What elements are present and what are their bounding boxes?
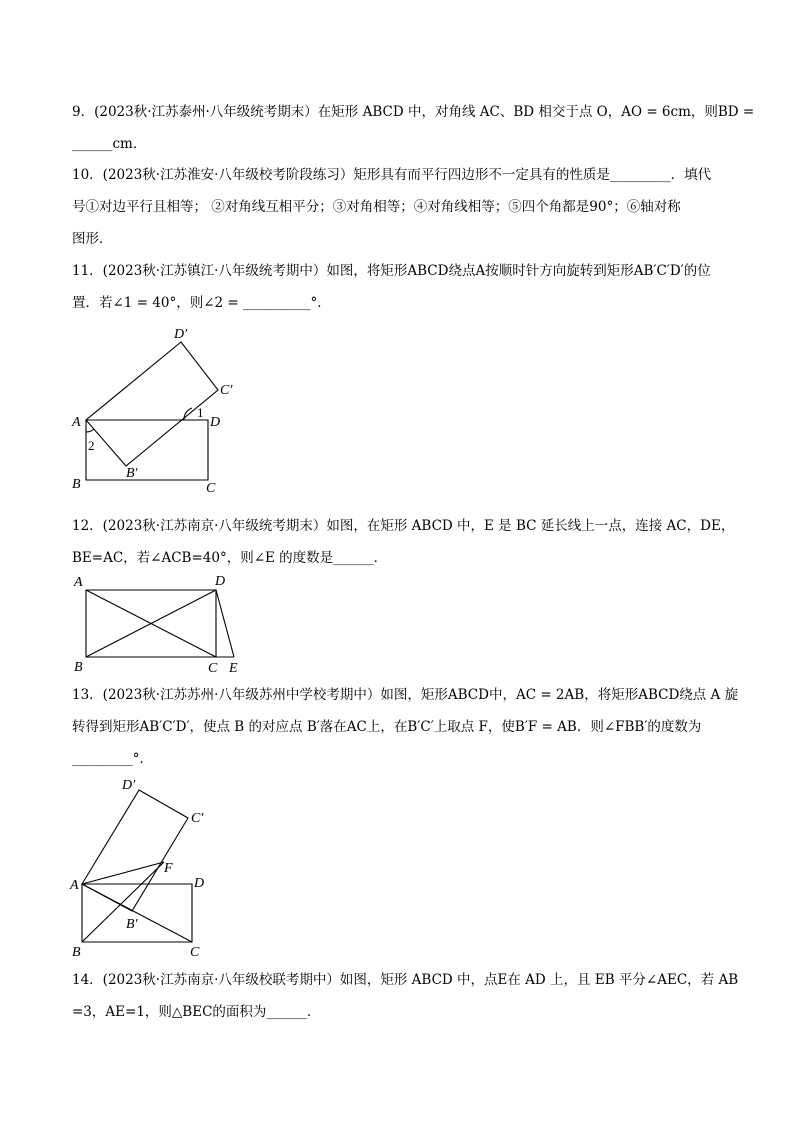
q13-segment-bf xyxy=(82,862,164,942)
q13-label-c: C xyxy=(190,945,200,960)
q11-label-angle-2: 2 xyxy=(88,438,95,453)
q11-label-b: B xyxy=(72,477,81,492)
q14-line-2: =3，AE=1，则△BEC的面积为______． xyxy=(72,1004,321,1020)
q9-line-1: 9．(2023秋·江苏泰州·八年级统考期末）在矩形 ABCD 中，对角线 AC、BD 相交于点 O，AO = 6cm，则BD = xyxy=(72,104,755,120)
q13-label-b: B xyxy=(72,945,81,960)
q12-figure xyxy=(60,568,250,678)
q11-label-cprime: C′ xyxy=(220,383,233,398)
q12-label-a: A xyxy=(74,575,83,590)
q13-rect-rotated xyxy=(82,790,188,911)
q12-label-b: B xyxy=(74,660,83,675)
q13-line-2: 转得到矩形AB′C′D′，使点 B 的对应点 B′落在AC上，在B′C′上取点 F，使B′F = AB．则∠FBB′的度数为 xyxy=(72,719,702,735)
q11-line-2: 置．若∠1 = 40°，则∠2 = __________°． xyxy=(72,295,331,311)
q11-angle-1-mark xyxy=(184,408,192,420)
q11-line-1: 11．(2023秋·江苏镇江·八年级统考期中）如图，将矩形ABCD绕点A按顺时针方向旋转到矩形AB′C′D′的位 xyxy=(72,263,711,279)
q13-line-1: 13．(2023秋·江苏苏州·八年级苏州中学校考期中）如图，矩形ABCD中，AC = 2AB，将矩形ABCD绕点 A 旋 xyxy=(72,687,739,703)
q12-label-e: E xyxy=(229,661,238,676)
q11-angle-2-mark xyxy=(86,429,94,432)
q13-label-a: A xyxy=(70,878,79,893)
q13-label-d: D xyxy=(194,876,205,891)
q11-label-angle-1: 1 xyxy=(197,405,204,420)
q11-label-c: C xyxy=(206,481,216,496)
q11-rect-rotated xyxy=(86,342,221,466)
q13-line-3: _________°． xyxy=(72,751,153,767)
q11-rect-abcd xyxy=(86,420,208,480)
q11-label-bprime: B′ xyxy=(126,466,138,481)
q13-label-bprime: B′ xyxy=(126,917,138,932)
q12-label-c: C xyxy=(208,661,218,676)
q10-line-1: 10．(2023秋·江苏淮安·八年级校考阶段练习）矩形具有而平行四边形不一定具有的性质是_________．填代 xyxy=(72,167,712,183)
q13-label-f: F xyxy=(164,861,173,876)
q11-label-a: A xyxy=(72,415,81,430)
q13-label-dprime: D′ xyxy=(122,778,136,793)
q12-segment-de xyxy=(216,590,234,657)
q10-line-3: 图形． xyxy=(72,231,113,247)
q12-label-d: D xyxy=(215,574,226,589)
q11-figure xyxy=(60,320,240,500)
q11-label-d: D xyxy=(210,415,221,430)
q10-line-2: 号①对边平行且相等； ②对角线互相平分；③对角相等；④对角线相等；⑤四个角都是90°；⑥轴对称 xyxy=(72,199,681,215)
q14-line-1: 14．(2023秋·江苏南京·八年级校联考期中）如图，矩形 ABCD 中，点E在 AD 上，且 EB 平分∠AEC，若 AB xyxy=(72,972,739,988)
q12-line-2: BE=AC，若∠ACB=40°，则∠E 的度数是______． xyxy=(72,550,388,566)
q13-segment-af xyxy=(82,862,164,884)
q12-line-1: 12．(2023秋·江苏南京·八年级统考期末）如图，在矩形 ABCD 中，E 是 BC 延长线上一点，连接 AC，DE， xyxy=(72,518,735,534)
q13-label-cprime: C′ xyxy=(191,811,204,826)
q11-label-dprime: D′ xyxy=(174,327,188,342)
q9-line-2: ______cm． xyxy=(72,136,147,152)
q13-figure xyxy=(60,772,230,962)
